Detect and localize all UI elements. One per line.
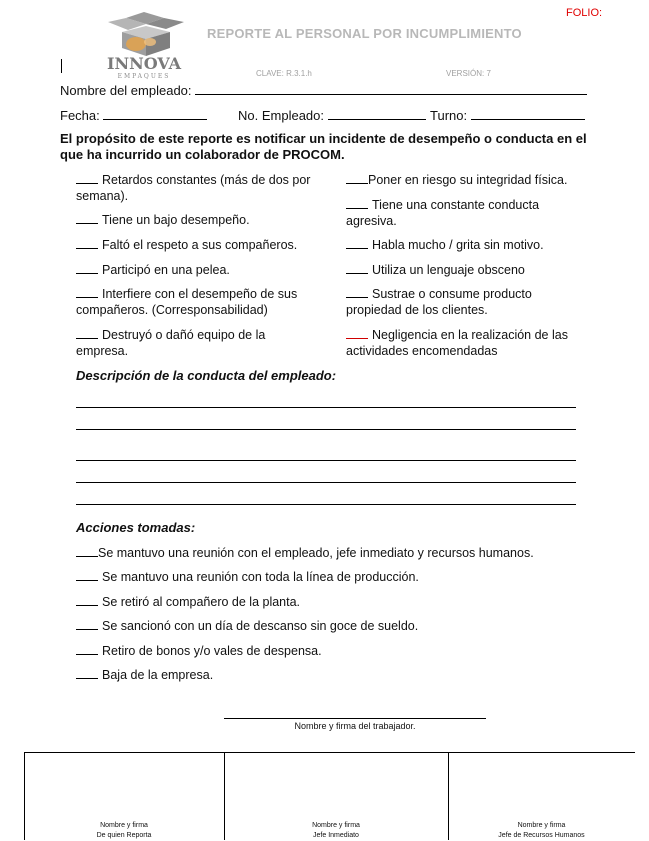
option-bajo-desempeno[interactable]: Tiene un bajo desempeño. — [76, 212, 326, 228]
actions-heading: Acciones tomadas: — [76, 520, 196, 535]
employee-number-label: No. Empleado: — [238, 108, 324, 123]
checkbox-blank[interactable] — [76, 212, 98, 224]
option-retardos[interactable]: Retardos constantes (más de dos por semana). — [76, 173, 311, 203]
document-title: REPORTE AL PERSONAL POR INCUMPLIMIENTO — [207, 26, 522, 41]
employee-number-blank[interactable] — [328, 108, 426, 120]
box-caption-line2: Jefe de Recursos Humanos — [498, 832, 585, 839]
checkbox-blank[interactable] — [76, 569, 98, 581]
shift-blank[interactable] — [471, 108, 585, 120]
box-logo-icon — [98, 12, 190, 80]
employee-name-blank[interactable] — [195, 83, 587, 95]
option-falta-respeto[interactable]: Faltó el respeto a sus compañeros. — [76, 237, 326, 253]
checkbox-blank[interactable] — [346, 197, 368, 209]
checkbox-blank[interactable] — [346, 327, 368, 339]
checkbox-blank[interactable] — [346, 237, 368, 249]
shift-field[interactable] — [430, 108, 585, 123]
description-line[interactable] — [76, 504, 576, 505]
option-interfiere[interactable]: Interfiere con el desempeño de sus compañeros. (Corresponsabilidad) — [76, 287, 298, 317]
svg-text:INNOVA: INNOVA — [107, 54, 181, 73]
action-reunion-linea[interactable]: Se mantuvo una reunión con toda la línea de producción. — [76, 569, 596, 585]
text-cursor — [61, 59, 62, 73]
action-retiro-planta[interactable]: Se retiró al compañero de la planta. — [76, 594, 596, 610]
checkbox-blank[interactable] — [76, 545, 98, 557]
option-lenguaje-obsceno[interactable]: Utiliza un lenguaje obsceno — [346, 262, 586, 278]
employee-number-field[interactable] — [238, 108, 426, 123]
clave-code: CLAVE: R.3.1.h — [256, 69, 312, 78]
action-sancion-descanso[interactable]: Se sancionó con un día de descanso sin goce de sueldo. — [76, 618, 596, 634]
date-label: Fecha: — [60, 108, 100, 123]
description-line[interactable] — [76, 482, 576, 483]
checkbox-blank[interactable] — [76, 667, 98, 679]
box-caption-line1: Nombre y firma — [100, 822, 148, 829]
checkbox-blank[interactable] — [346, 286, 368, 298]
option-habla-grita[interactable]: Habla mucho / grita sin motivo. — [346, 237, 586, 253]
signature-box-hr[interactable] — [448, 821, 635, 841]
date-field[interactable] — [60, 108, 207, 123]
checkbox-blank[interactable] — [76, 262, 98, 274]
checkbox-blank[interactable] — [76, 237, 98, 249]
action-baja-empresa[interactable]: Baja de la empresa. — [76, 667, 596, 683]
worker-signature-caption: Nombre y firma del trabajador. — [294, 721, 416, 731]
box-caption-line2: De quien Reporta — [96, 832, 152, 839]
checkbox-blank[interactable] — [76, 643, 98, 655]
description-line[interactable] — [76, 460, 576, 461]
description-heading: Descripción de la conducta del empleado: — [76, 368, 337, 383]
description-line[interactable] — [76, 407, 576, 408]
option-negligencia[interactable]: Negligencia en la realización de las actividades encomendadas — [346, 328, 568, 358]
version-number: VERSIÓN: 7 — [446, 69, 491, 78]
option-sustrae-producto[interactable]: Sustrae o consume producto propiedad de los clientes. — [346, 287, 532, 317]
employee-name-field[interactable] — [60, 83, 587, 98]
shift-label: Turno: — [430, 108, 468, 123]
svg-text:EMPAQUES: EMPAQUES — [117, 73, 171, 80]
option-pelea[interactable]: Participó en una pelea. — [76, 262, 326, 278]
box-caption-line2: Jefe Inmediato — [313, 832, 359, 839]
box-caption-line1: Nombre y firma — [517, 822, 566, 829]
checkbox-blank[interactable] — [76, 327, 98, 339]
checkbox-blank[interactable] — [76, 286, 98, 298]
checkbox-blank[interactable] — [346, 262, 368, 274]
action-reunion-empleado[interactable]: Se mantuvo una reunión con el empleado, jefe inmediato y recursos humanos. — [76, 545, 596, 561]
innova-logo — [98, 12, 190, 80]
option-destruyo-equipo[interactable]: Destruyó o dañó equipo de la empresa. — [76, 328, 266, 358]
signature-box-reporter[interactable] — [24, 821, 224, 841]
checkbox-blank[interactable] — [346, 172, 368, 184]
action-retiro-bonos[interactable]: Retiro de bonos y/o vales de despensa. — [76, 643, 596, 659]
employee-name-label: Nombre del empleado: — [60, 83, 192, 98]
option-conducta-agresiva[interactable]: Tiene una constante conducta agresiva. — [346, 198, 540, 228]
folio-label: FOLIO: — [566, 7, 603, 19]
box-caption-line1: Nombre y firma — [312, 822, 360, 829]
checkbox-blank[interactable] — [76, 172, 98, 184]
option-riesgo-integridad[interactable]: Poner en riesgo su integridad física. — [346, 172, 586, 188]
checkbox-blank[interactable] — [76, 618, 98, 630]
checkbox-blank[interactable] — [76, 594, 98, 606]
worker-signature-line[interactable] — [224, 718, 486, 719]
description-line[interactable] — [76, 429, 576, 430]
date-blank[interactable] — [103, 108, 207, 120]
signature-box-supervisor[interactable] — [224, 821, 448, 841]
purpose-statement: El propósito de este reporte es notificar un incidente de desempeño o conducta en el que ha incurrido un colaborador de PROCOM. — [60, 131, 587, 162]
